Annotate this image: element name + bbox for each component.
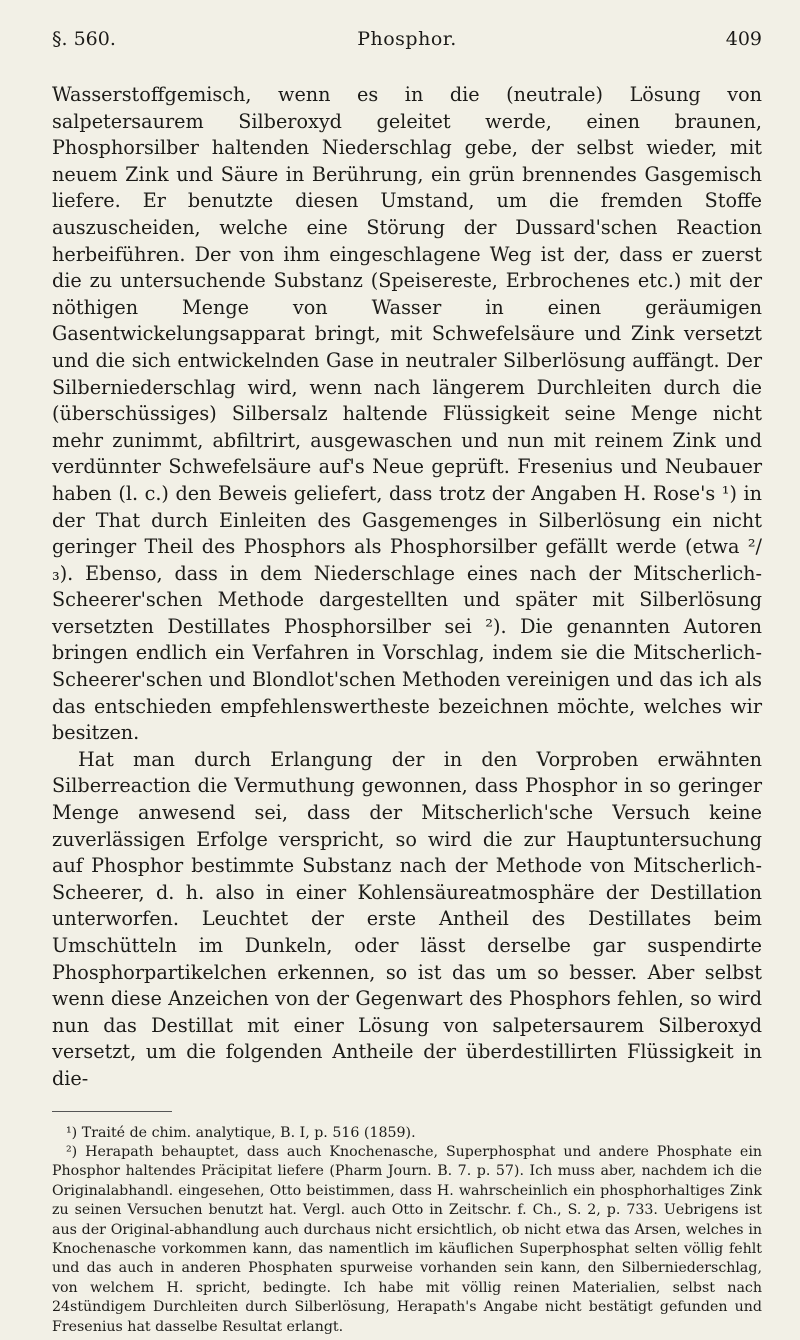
paragraph: Wasserstoffgemisch, wenn es in die (neutrale) Lösung von salpetersaurem Silberoxyd geleitet werde, einen braunen, Phosphorsilber haltenden Niederschlag gebe, der selbst wieder, mit neuem Zink und Säure in Berührung, ein grün brennendes Gasgemisch liefere. Er benutzte diesen Umstand, um die fremden Stoffe auszuscheiden, welche eine Störung der Dussard'schen Reaction herbeiführen. Der von ihm eingeschlagene Weg ist der, dass er zuerst die zu untersuchende Substanz (Speisereste, Erbrochenes etc.) mit der nöthigen Menge von Wasser in einen geräumigen Gasentwickelungsapparat bringt, mit Schwefelsäure und Zink versetzt und die sich entwickelnden Gase in neutraler Silberlösung auffängt. Der Silberniederschlag wird, wenn nach längerem Durchleiten durch die (überschüssiges) Silbersalz haltende Flüssigkeit seine Menge nicht mehr zunimmt, abfiltrirt, ausgewaschen und nun mit reinem Zink und verdünnter Schwefelsäure auf's Neue geprüft. Fresenius und Neubauer haben (l. c.) den Beweis geliefert, dass trotz der Angaben H. Rose's ¹) in der That durch Einleiten des Gasgemenges in Silberlösung ein nicht geringer Theil des Phosphors als Phosphorsilber gefällt werde (etwa ²/₃). Ebenso, dass in dem Niederschlage eines nach der Mitscherlich-Scheerer'schen Methode dargestellten und später mit Silberlösung versetzten Destillates Phosphorsilber sei ²). Die genannten Autoren bringen endlich ein Verfahren in Vorschlag, indem sie die Mitscherlich-Scheerer'schen und Blondlot'schen Methoden vereinigen und das ich als das entschieden empfehlenswertheste bezeichnen möchte, welches wir besitzen. bbox=[52, 83, 762, 745]
running-title: Phosphor. bbox=[357, 28, 457, 50]
page-number: 409 bbox=[725, 28, 762, 50]
running-head bbox=[52, 26, 762, 52]
book-page bbox=[52, 26, 762, 1337]
footnotes bbox=[52, 1124, 762, 1337]
main-text bbox=[52, 82, 762, 1093]
footnote: ¹) Traité de chim. analytique, B. I, p. 516 (1859). bbox=[66, 1124, 416, 1141]
footnote: ²) Herapath behauptet, dass auch Knochenasche, Superphosphat und andere Phosphate ein Phosphor haltendes Präcipitat liefere (Pharm Journ. B. 7. p. 57). Ich muss aber, nachdem ich die Originalabhandl. eingesehen, Otto beistimmen, dass H. wahrscheinlich ein phosphorhaltiges Zink zu seinen Versuchen benutzt hat. Vergl. auch Otto in Zeitschr. f. Ch., S. 2, p. 733. Uebrigens ist aus der Original-abhandlung auch durchaus nicht ersichtlich, ob nicht etwa das Arsen, welches in Knochenasche vorkommen kann, das namentlich im käuflichen Superphosphat selten völlig fehlt und das auch in anderen Phosphaten spurweise vorhanden sein kann, den Silberniederschlag, von welchem H. spricht, bedingte. Ich habe mit völlig reinen Materialien, selbst nach 24stündigem Durchleiten durch Silberlösung, Herapath's Angabe nicht bestätigt gefunden und Fresenius hat dasselbe Resultat erlangt. bbox=[52, 1143, 762, 1335]
section-number: §. 560. bbox=[52, 28, 116, 50]
paragraph: Hat man durch Erlangung der in den Vorproben erwähnten Silberreaction die Vermuthung gewonnen, dass Phosphor in so geringer Menge anwesend sei, dass der Mitscherlich'sche Versuch keine zuverlässigen Erfolge verspricht, so wird die zur Hauptuntersuchung auf Phosphor bestimmte Substanz nach der Methode von Mitscherlich-Scheerer, d. h. also in einer Kohlensäureatmosphäre der Destillation unterworfen. Leuchtet der erste Antheil des Destillates beim Umschütteln im Dunkeln, oder lässt derselbe gar suspendirte Phosphorpartikelchen erkennen, so ist das um so besser. Aber selbst wenn diese Anzeichen von der Gegenwart des Phosphors fehlen, so wird nun das Destillat mit einer Lösung von salpetersaurem Silberoxyd versetzt, um die folgenden Antheile der überdestillirten Flüssigkeit in die- bbox=[52, 747, 762, 1090]
footnote-separator bbox=[52, 1111, 172, 1112]
